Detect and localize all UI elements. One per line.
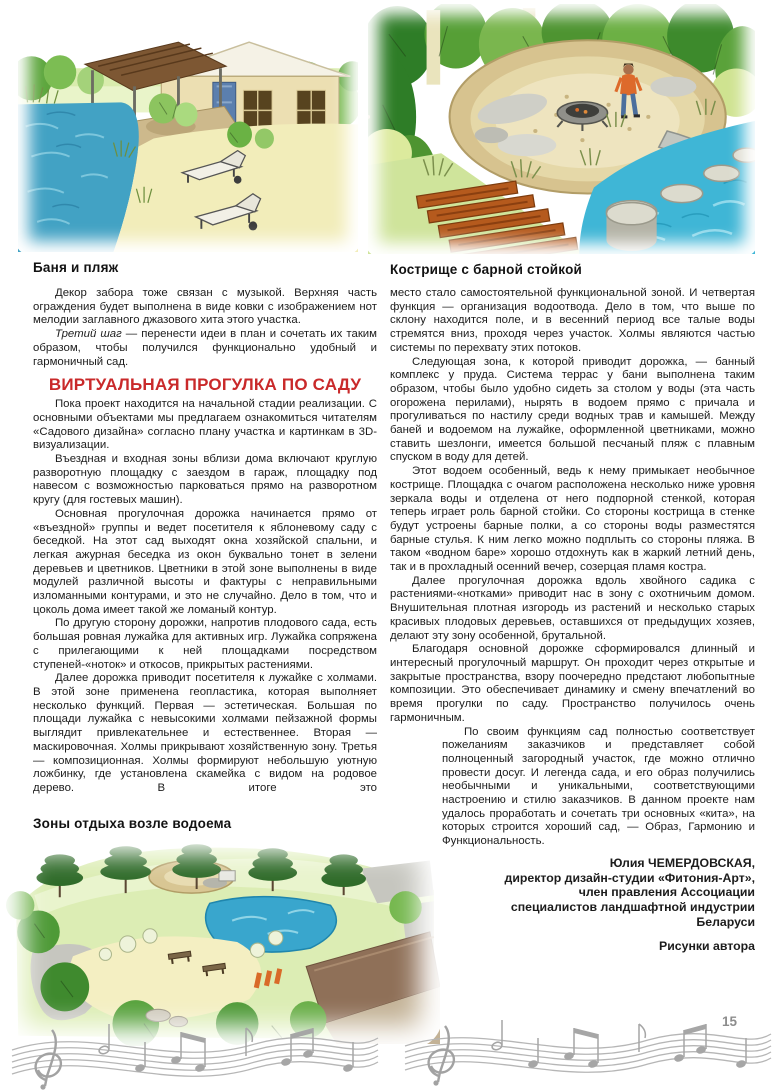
music-staff-svg xyxy=(0,1012,775,1092)
paragraph-text: — перенести идеи в план и сочетать их таким образом, чтобы получился функционально удобный и гармоничный сад. xyxy=(33,328,377,368)
firepit-bar-illustration xyxy=(368,4,755,254)
left-column xyxy=(33,287,377,815)
right-column xyxy=(390,287,755,1059)
page-number: 15 xyxy=(722,1014,738,1029)
firepit-bar-scene xyxy=(368,4,755,254)
caption-bath-beach: Баня и пляж xyxy=(33,260,119,275)
author-signature xyxy=(390,856,755,954)
paragraph: Пока проект находится на начальной стадии реализации. С основными объектами мы предлагаем ознакомиться читателям «Садового дизайна» согласно плану участка и картинкам в 3D-визуализации. xyxy=(33,398,377,452)
signature-line: Юлия ЧЕМЕРДОВСКАЯ, xyxy=(609,855,755,870)
signature-line: член правления Ассоциации xyxy=(578,885,755,900)
paragraph: По другую сторону дорожки, напротив плодового сада, есть большая ровная лужайка для активных игр. Лужайка сопряжена с прилегающими к ней площадками посредством ступеней-«ноток» и откосов, прикрытых растениями. xyxy=(33,617,377,671)
signature-line: директор дизайн-студии «Фитония-Арт», xyxy=(504,870,755,885)
paragraph: Основная прогулочная дорожка начинается прямо от «въездной» группы и ведет посетителя к яблоневому саду с беседкой. На этот сад выходят окна хозяйской спальни, и легкая ажурная беседка из окон буквально тонет в зелени деревьев и цветников. Цветники в этой зоне выполнены в виде модулей различной высоты и фактуры с неправильными изломанными контурами, и это не случайно. Дело в том, что и цоколь дома имеет такой же ломаный контур. xyxy=(33,507,377,616)
paragraph: Благодаря основной дорожке сформировался длинный и интересный прогулочный маршрут. Он проходит через открытые и закрытые пространства, взору поочередно предстают любопытные композиции. Это обеспечивает динамику и смену впечатлений во время прогулки по саду. Пространство получилось очень гармоничным. xyxy=(390,643,755,724)
paragraph: Декор забора тоже связан с музыкой. Верхняя часть ограждения будет выполнена в виде ковки с изображением нот мелодии заглавного джазового хита этого участка. xyxy=(33,287,377,327)
music-notes-decoration xyxy=(0,1012,775,1092)
bath-beach-illustration xyxy=(18,6,358,252)
paragraph: Следующая зона, к которой приводит дорожка, — банный комплекс у пруда. Система террас у бани выполнена таким образом, чтобы было удобно сидеть за столом у воды (эта часть огорожена перилами), нырять в водоем прямо с причала и прогуливаться по настилу среди водных трав и камышей. Между баней и водоемом на лужайке, оформленной цветниками, можно ставить шезлонги, имеется большой песчаный пляж с плавным спуском в воду для детей. xyxy=(390,355,755,464)
image-wrap-spacer xyxy=(390,740,442,958)
paragraph xyxy=(33,328,377,369)
paragraph: Въездная и входная зоны вблизи дома включают круглую разворотную площадку с заездом в гараж, площадку под навесом с возможностью парковаться прямо на разворотном кругу (для гостевых машин). xyxy=(33,453,377,507)
paragraph: Далее дорожка приводит посетителя к лужайке с холмами. В этой зоне применена геопластика, которая выполняет несколько функций. Первая — эстетическая. Большая по площади лужайка с невысокими холмами пейзажной формы выглядит привлекательнее и естественнее. Вторая — маскировочная. Холмы прикрывают хозяйственную зону. Третья — композиционная. Холмы формируют небольшую уютную ложбинку, где установлена скамейка с видом на родовое дерево. В итоге это xyxy=(33,672,377,794)
italic-lead: Третий шаг xyxy=(55,328,122,341)
signature-line: специалистов ландшафтной индустрии xyxy=(510,900,755,915)
pond-water xyxy=(18,102,139,252)
caption-firepit-bar: Кострище с барной стойкой xyxy=(390,262,583,277)
paragraph: место стало самостоятельной функциональной зоной. И четвертая функция — организация водоотвода. Дело в том, что выше по склону находится поле, и в весенний период все талые воды стремятся вниз, проходя через участок. Холмы являются частью системы по перехвату этих потоков. xyxy=(390,287,755,354)
bath-beach-scene xyxy=(18,6,358,252)
section-heading: ВИРТУАЛЬНАЯ ПРОГУЛКА ПО САДУ xyxy=(48,375,362,395)
paragraph: Далее прогулочная дорожка вдоль хвойного садика с растениями-«нотками» приводит нас в зону с охотничьим домом. Внушительная плотная изгородь из растений и несколько старых красивых плодовых деревьев, оставшихся от предыдущих хозяев, делают эту зону особенной, брутальной. xyxy=(390,574,755,642)
caption-water-rest: Зоны отдыха возле водоема xyxy=(33,816,232,831)
paragraph: По своим функциям сад полностью соответствует пожеланиям заказчиков и представляет собой полноценный загородный участок, где можно отлично провести досуг. И легенда сада, и его образ получились необычными и уникальными, соответствующими настроению и стилю заказчиков. В данном проекте нам удалось проработать и сочетать три основных «кита», на которых строится хороший сад, — Образ, Гармонию и Функциональность. xyxy=(442,725,755,848)
paragraph: Этот водоем особенный, ведь к нему примыкает необычное кострище. Площадка с очагом расположена несколько ниже уровня зеркала воды и отделена от него подпорной стенкой, которая теперь играет роль барной стойки. Со стороны кострища в стенке будут устроены барные полки, а со стороны воды разместятся барные стулья. К ним легко можно подплыть со стороны пляжа. В таком «водном баре» хорошо отдохнуть как в жаркий летний день, так и в прохладный осенний вечер, созерцая пламя костра. xyxy=(390,465,755,574)
signature-line: Беларуси xyxy=(696,915,755,930)
drawings-credit: Рисунки автора xyxy=(659,938,755,953)
